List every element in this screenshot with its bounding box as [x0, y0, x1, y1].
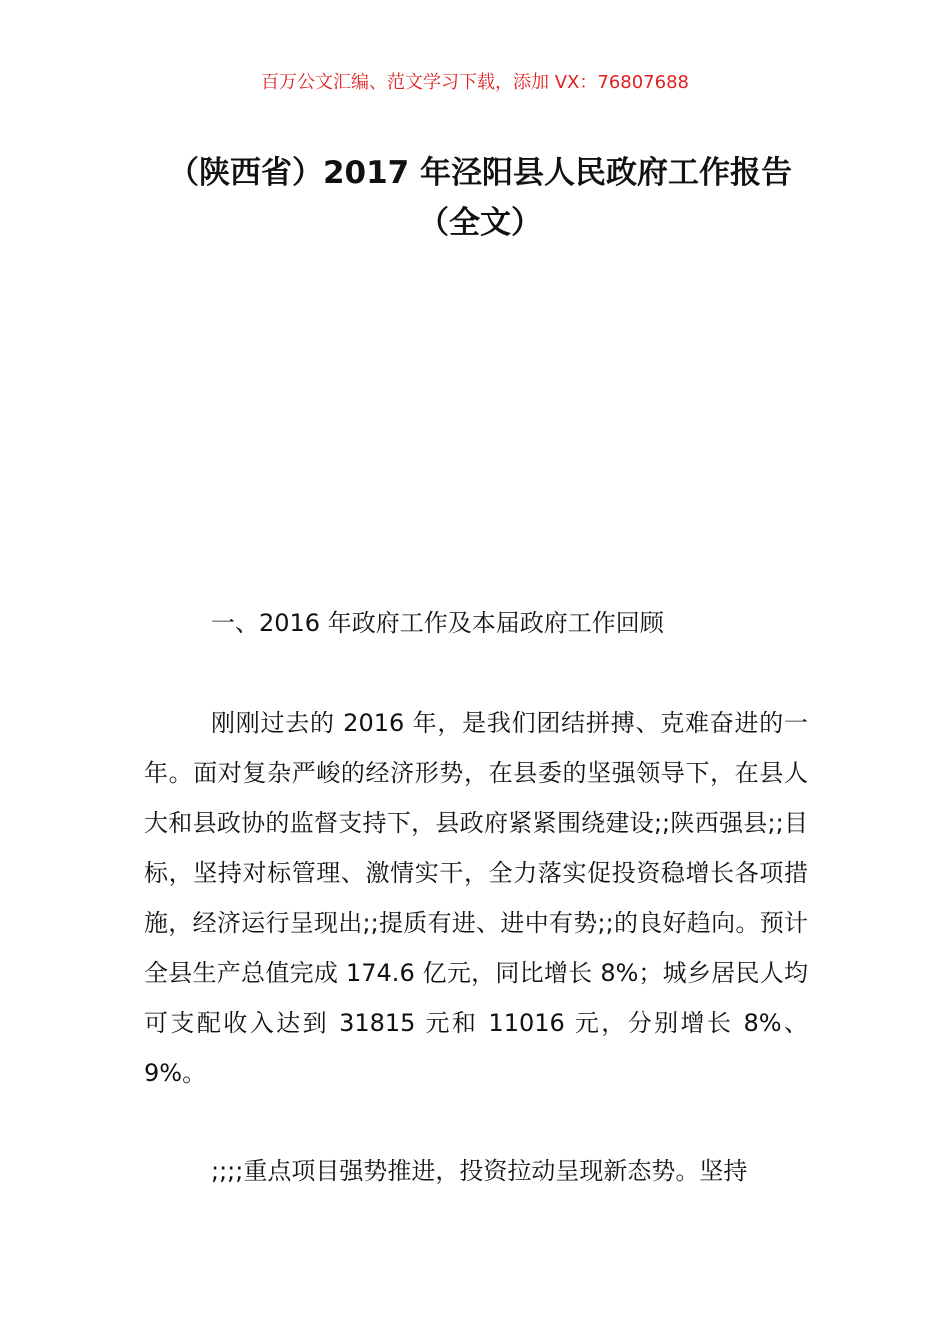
document-title: （陕西省）2017 年泾阳县人民政府工作报告（全文）: [167, 155, 793, 241]
body-paragraph-1: 刚刚过去的 2016 年，是我们团结拼搏、克难奋进的一年。面对复杂严峻的经济形势，在县委的坚强领导下，在县人大和县政协的监督支持下，县政府紧紧围绕建设;;陕西强县;;目标，坚持对标管理、激情实干，全力落实促投资稳增长各项措施，经济运行呈现出;;提质有进、进中有势;;的良好趋向。预计全县生产总值完成 174.6 亿元，同比增长 8%；城乡居民人均可支配收入达到 31815 元和 11016 元，分别增长 8%、9%。: [144, 709, 808, 1087]
header-promo-note: 百万公文汇编、范文学习下载，添加 VX：76807688: [261, 72, 689, 93]
section-heading: 一、2016 年政府工作及本届政府工作回顾: [211, 609, 664, 637]
body-paragraph-2: ;;;;重点项目强势推进，投资拉动呈现新态势。坚持: [211, 1157, 748, 1185]
